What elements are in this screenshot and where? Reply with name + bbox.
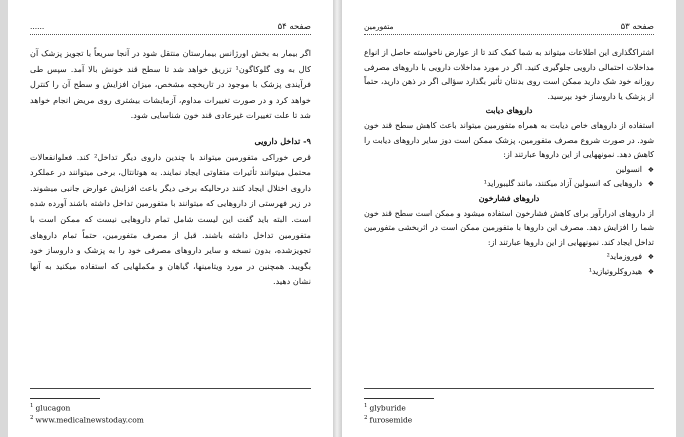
right-footnote-1: $^1$ glyburide bbox=[364, 403, 406, 413]
diabetes-drug-list bbox=[364, 163, 654, 192]
right-footnote-2: $^2$ furosemide bbox=[364, 415, 413, 425]
heading-bp-drugs: داروهای فشارخون bbox=[478, 193, 540, 203]
list-item: ❖ فوروزماید² bbox=[364, 250, 654, 265]
list-item: ❖ انسولین bbox=[364, 163, 654, 178]
left-paragraph-1: اگر بیمار به بخش اورژانس بیمارستان منتقل شود در آنجا سریعاً با تجویز پزشک آن کال به وی گلوکاگون¹ تزریق خواهد شد تا سطح قند خونش بالا آمد. سپس طی فرآیندی پزشک با موجود در تاریخچه مشخص، میزان افزایش و سطح آن را کنترل خواهد کرد و در صورت تغییرات مداوم، آزمایشات بیشتری روی مریض انجام خواهد شد تا علت تغییرات غیرعادی قند خون شناسایی شود. bbox=[30, 48, 311, 121]
bp-drug-list bbox=[364, 250, 654, 279]
left-page-body bbox=[30, 46, 311, 290]
left-page-header bbox=[30, 22, 311, 35]
book-gutter bbox=[333, 0, 342, 437]
left-chapter-title: ...... bbox=[30, 22, 45, 31]
left-footnote-1: $^1$ glucagon bbox=[30, 403, 71, 413]
right-chapter-title: متفورمین bbox=[364, 22, 394, 31]
right-page bbox=[342, 0, 676, 437]
left-footnote-2: $^2$ www.medicalnewstoday.com bbox=[30, 415, 144, 425]
list-item: ❖ داروهایی که انسولین آزاد میکنند، مانند گلیبوراید¹ bbox=[364, 177, 654, 192]
right-page-body bbox=[364, 46, 654, 280]
left-page-number: صفحه ۵۴ bbox=[277, 22, 311, 32]
bp-paragraph: از داروهای ادرارآور برای کاهش فشارخون استفاده میشود و ممکن است سطح قند خون شما را افزایش دهد. مصرف این داروها با متفورمین ممکن است در اثربخشی متفورمین تداخل ایجاد کند. نمونههایی از این داروها عبارتند از: bbox=[364, 208, 654, 247]
left-bottom-rule bbox=[30, 388, 311, 389]
right-paragraph-1: اشتراکگذاری این اطلاعات میتواند به شما کمک کند تا از عوارض ناخواسته حاصل از انواع مداخلات احتمالی دارویی جلوگیری کنید. اگر در مورد مداخلات دارویی با داروهای مصرفی روزانه خود شک دارید ممکن است روی بدنتان تأثیر بگذارد سؤالی اگر در ذهن دارید، حتماً از پزشک یا داروساز خود بپرسید. bbox=[364, 48, 654, 101]
diabetes-paragraph: استفاده از داروهای خاص دیابت به همراه متفورمین میتواند باعث کاهش سطح قند خون شود. در صورت شروع مصرف متفورمین، پزشک ممکن است دوز سایر داروهای دیابت را کاهش دهد. نمونههایی از این داروها عبارتند از: bbox=[364, 120, 654, 160]
left-footnote-rule bbox=[30, 398, 100, 399]
list-item: ❖ هیدروکلروتیازید¹ bbox=[364, 265, 654, 280]
heading-diabetes-drugs: داروهای دیابت bbox=[485, 106, 533, 116]
left-section-heading: ۹- تداخل دارویی bbox=[254, 135, 311, 146]
right-footnote-rule bbox=[364, 398, 434, 399]
left-paragraph-2: قرص خوراکی متفورمین میتواند با چندین داروی دیگر تداخل² کند. فعلوانفعالات محتمل میتوانند تأثیرات متفاوتی ایجاد نمایند. به هوتانتال، برخی میتوانند در عملکرد داروی اختلال ایجاد کنند درحالیکه برخی دیگر باعث افزایش عوارض جانبی میشوند. در زیر فهرستی از داروهایی که میتوانند با متفورمین تداخل داشته باشند آورده شده است. البته باید گفت این لیست شامل تمام داروهایی نیست که ممکن است با متفورمین تداخل داشته باشند. قبل از مصرف متفورمین، حتماً تمام داروهای تجویزشده، بدون نسخه و سایر داروهای مصرفی خود را به پزشک و داروساز خود بگویید. همچنین در مورد ویتامینها، گیاهان و مکملهایی که استفاده میکنید به آنها نشان دهید. bbox=[30, 151, 311, 287]
right-page-header bbox=[364, 22, 654, 35]
right-page-number: صفحه ۵۳ bbox=[620, 22, 654, 32]
left-page bbox=[8, 0, 333, 437]
right-bottom-rule bbox=[364, 388, 654, 389]
